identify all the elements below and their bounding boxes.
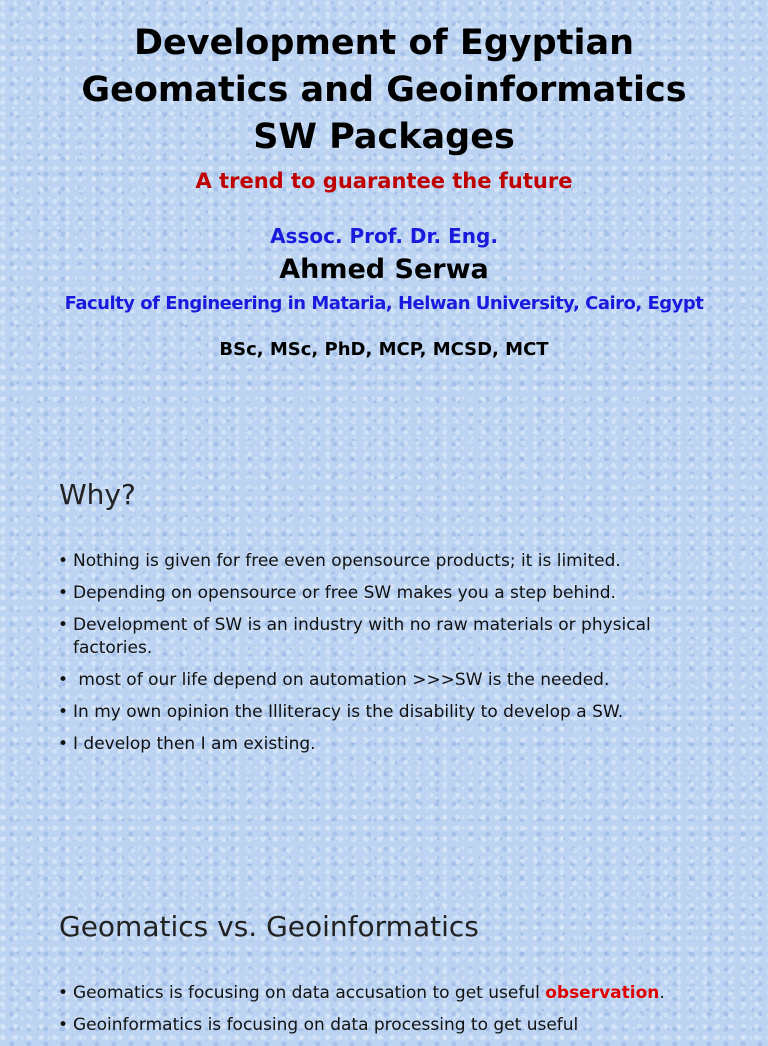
bullet-text: Nothing is given for free even opensource products; it is limited.	[73, 551, 621, 571]
slide-heading: Why?	[59, 478, 136, 511]
bullet-suffix: .	[659, 983, 665, 1003]
bullet-icon: •	[58, 551, 69, 571]
bullet-item	[58, 582, 718, 605]
bullet-item	[58, 614, 718, 660]
bullet-icon: •	[58, 734, 69, 754]
author-degrees: BSc, MSc, PhD, MCP, MCSD, MCT	[219, 339, 549, 360]
slide-heading: Geomatics vs. Geoinformatics	[59, 910, 479, 943]
bullet-icon: •	[58, 1015, 69, 1035]
title-line-1: Development of Egyptian	[133, 23, 635, 63]
bullet-list	[58, 982, 718, 1046]
title-line-3: SW Packages	[253, 117, 515, 157]
bullet-text: Geoinformatics is focusing on data processing to get useful	[73, 1015, 579, 1035]
bullet-text: I develop then I am existing.	[73, 734, 316, 754]
comparison-slide	[0, 820, 768, 1035]
bullet-item	[58, 733, 718, 756]
bullet-icon: •	[58, 702, 69, 722]
bullet-icon: •	[58, 583, 69, 603]
presentation-title	[0, 20, 768, 161]
bullet-text: In my own opinion the Illiteracy is the disability to develop a SW.	[73, 702, 624, 722]
bullet-text: Development of SW is an industry with no raw materials or physical factories.	[73, 615, 651, 658]
bullet-item	[58, 701, 718, 724]
highlighted-term: observation	[545, 983, 660, 1003]
author-title: Assoc. Prof. Dr. Eng.	[270, 224, 498, 248]
bullet-text: Depending on opensource or free SW makes you a step behind.	[73, 583, 616, 603]
author-name: Ahmed Serwa	[279, 254, 489, 285]
bullet-item	[58, 982, 718, 1005]
bullet-item	[58, 550, 718, 573]
author-affiliation: Faculty of Engineering in Mataria, Helwan University, Cairo, Egypt	[64, 293, 704, 314]
presentation-subtitle: A trend to guarantee the future	[195, 169, 573, 193]
bullet-item	[58, 1014, 718, 1037]
bullet-list	[58, 550, 718, 765]
bullet-item	[58, 669, 718, 692]
title-line-2: Geomatics and Geoinformatics	[81, 70, 687, 110]
bullet-icon: •	[58, 983, 69, 1003]
title-slide	[0, 0, 768, 400]
bullet-icon: •	[58, 615, 69, 635]
bullet-text: Geomatics is focusing on data accusation to get useful	[73, 983, 546, 1003]
why-slide	[0, 400, 768, 820]
bullet-icon: •	[58, 670, 69, 690]
bullet-text: most of our life depend on automation >>>SW is the needed.	[73, 670, 610, 690]
